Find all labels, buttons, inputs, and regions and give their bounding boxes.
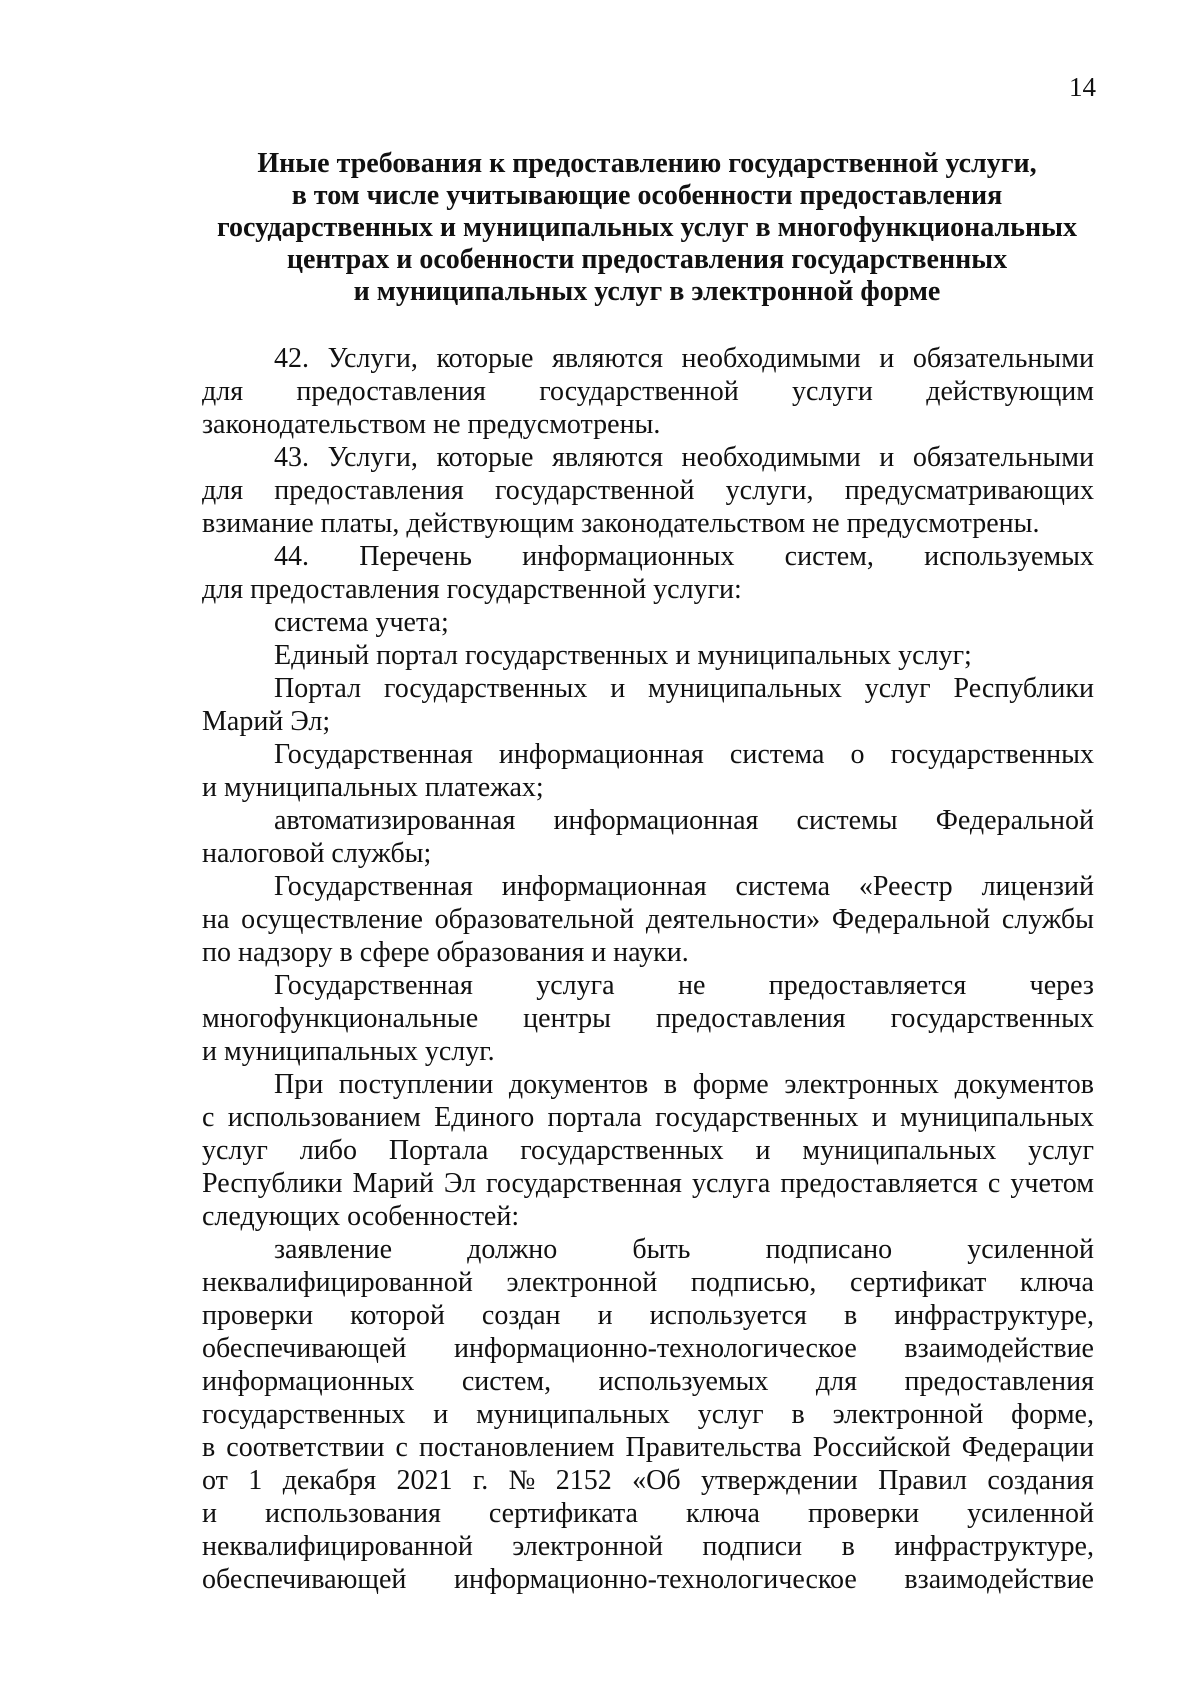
text-line	[202, 870, 1094, 903]
word: Марий	[352, 1168, 434, 1199]
word: декабря	[282, 1465, 377, 1496]
word: государственной	[494, 475, 695, 506]
text-line	[202, 507, 1094, 540]
word: государственной	[539, 376, 739, 407]
word: Эл	[443, 1168, 476, 1199]
word: службы	[1001, 904, 1094, 935]
word: и	[202, 1498, 217, 1529]
word: Единого	[434, 1102, 535, 1133]
text-line	[202, 573, 1094, 606]
word: автоматизированная	[274, 805, 516, 836]
word: быть	[632, 1234, 691, 1265]
word: государственных	[890, 739, 1094, 770]
word: Государственная	[274, 871, 473, 902]
word: на	[202, 904, 230, 935]
word: подписано	[765, 1234, 893, 1265]
word: услуга	[536, 970, 615, 1001]
word: инфраструктуре,	[894, 1531, 1094, 1562]
text-line	[202, 1398, 1094, 1431]
word: используется	[649, 1300, 807, 1331]
word: обеспечивающей	[202, 1333, 407, 1364]
word: 2152	[555, 1465, 612, 1496]
text-line	[202, 705, 1094, 738]
text-line	[202, 903, 1094, 936]
word: При	[274, 1069, 324, 1100]
text-line	[202, 738, 1094, 771]
word: должно	[467, 1234, 558, 1265]
word: государственная	[486, 1168, 682, 1199]
word: система	[735, 871, 830, 902]
word: использованием	[227, 1102, 421, 1133]
text-line	[202, 1068, 1094, 1101]
word: государственных	[202, 1399, 406, 1430]
word: и	[871, 1102, 887, 1133]
word: с	[987, 1168, 1001, 1199]
word: Республики	[953, 673, 1094, 704]
text-line	[202, 1200, 1094, 1233]
word: №	[508, 1465, 536, 1496]
word: ключа	[686, 1498, 760, 1529]
text-line-content: и муниципальных платежах;	[202, 772, 544, 803]
text-line	[202, 639, 1094, 672]
text-line	[202, 936, 1094, 969]
text-line	[202, 1464, 1094, 1497]
word: инфраструктуре,	[894, 1300, 1094, 1331]
text-line	[202, 1101, 1094, 1134]
word: информационная	[498, 739, 704, 770]
word: государственных	[383, 673, 588, 704]
word: Федеральной	[831, 904, 991, 935]
word: и	[879, 442, 895, 473]
text-line	[202, 1035, 1094, 1068]
word: и	[610, 673, 626, 704]
word: муниципальных	[802, 1135, 997, 1166]
word: неквалифицированной	[202, 1531, 473, 1562]
word: система	[729, 739, 825, 770]
word: являются	[551, 442, 663, 473]
word: системы	[796, 805, 898, 836]
word: необходимыми	[681, 343, 861, 374]
word: 44.	[274, 541, 309, 572]
word: Правительства	[625, 1432, 802, 1463]
word: деятельности»	[645, 904, 821, 935]
text-line	[202, 1431, 1094, 1464]
word: обязательными	[912, 343, 1094, 374]
word: в	[841, 1531, 855, 1562]
word: с	[202, 1102, 215, 1133]
text-line	[202, 342, 1094, 375]
word: сертификата	[488, 1498, 638, 1529]
word: заявление	[274, 1234, 393, 1265]
word: предусматривающих	[844, 475, 1094, 506]
word: использования	[265, 1498, 441, 1529]
word: услуг	[202, 1135, 268, 1166]
word: информационных	[522, 541, 735, 572]
word: услуга	[692, 1168, 771, 1199]
word: усиленной	[967, 1234, 1094, 1265]
word: взаимодействие	[904, 1333, 1094, 1364]
word: форме,	[1011, 1399, 1094, 1430]
word: услуги,	[725, 475, 814, 506]
word: государственных	[890, 1003, 1094, 1034]
word: учетом	[1010, 1168, 1094, 1199]
word: государственных	[655, 1102, 859, 1133]
word: «Реестр	[858, 871, 953, 902]
word: услуг	[1028, 1135, 1094, 1166]
word: в	[843, 1300, 858, 1331]
word: не	[677, 970, 706, 1001]
page-number: 14	[1069, 72, 1096, 102]
word: портала	[547, 1102, 642, 1133]
word: электронных	[784, 1069, 939, 1100]
word: постановлением	[418, 1432, 615, 1463]
text-line	[202, 1497, 1094, 1530]
word: Услуги,	[327, 442, 418, 473]
word: «Об	[632, 1465, 681, 1496]
word: необходимыми	[681, 442, 861, 473]
word: через	[1029, 970, 1094, 1001]
body-text	[202, 342, 1094, 1596]
heading-line: в том числе учитывающие особенности предоставления	[291, 180, 1003, 211]
word: образовательной	[434, 904, 635, 935]
word: государственных	[520, 1135, 724, 1166]
word: предоставляется	[780, 1168, 978, 1199]
heading-line: государственных и муниципальных услуг в многофункциональных	[217, 212, 1077, 243]
word: осуществление	[241, 904, 423, 935]
word: предоставления	[296, 376, 486, 407]
text-line	[202, 375, 1094, 408]
word: информационных	[202, 1366, 415, 1397]
word: систем,	[784, 541, 874, 572]
word: информационно-технологическое	[453, 1564, 857, 1595]
text-line-content: Единый портал государственных и муниципальных услуг;	[274, 640, 972, 671]
text-line-content: следующих особенностей:	[202, 1201, 520, 1232]
word: Федерации	[961, 1432, 1094, 1463]
word: подписи	[702, 1531, 803, 1562]
heading-line: и муниципальных услуг в электронной форме	[353, 276, 941, 307]
word: 42.	[274, 343, 309, 374]
word: либо	[299, 1135, 357, 1166]
word: действующим	[926, 376, 1094, 407]
word: Федеральной	[935, 805, 1094, 836]
word: Правил	[878, 1465, 967, 1496]
word: в	[663, 1069, 678, 1100]
word: услуг	[697, 1399, 764, 1430]
word: электронной	[512, 1531, 663, 1562]
text-line	[202, 672, 1094, 705]
text-line	[202, 408, 1094, 441]
word: многофункциональные	[202, 1003, 479, 1034]
text-line-content: по надзору в сфере образования и науки.	[202, 937, 689, 968]
word: проверки	[202, 1300, 314, 1331]
word: взаимодействие	[904, 1564, 1094, 1595]
word: форме	[692, 1069, 769, 1100]
word: электронной	[506, 1267, 658, 1298]
word: сертификат	[850, 1267, 987, 1298]
word: предоставления	[656, 1003, 846, 1034]
word: и	[755, 1135, 771, 1166]
word: систем,	[461, 1366, 552, 1397]
text-line-content: Марий Эл;	[202, 706, 331, 737]
word: в	[202, 1432, 216, 1463]
word: документов	[508, 1069, 649, 1100]
word: обязательными	[912, 442, 1094, 473]
word: в	[791, 1399, 805, 1430]
text-line	[202, 1167, 1094, 1200]
heading-line: Иные требования к предоставлению государственной услуги,	[257, 148, 1037, 179]
word: которой	[350, 1300, 445, 1331]
word: Услуги,	[327, 343, 418, 374]
text-line	[202, 1365, 1094, 1398]
word: услуги	[792, 376, 873, 407]
word: информационная	[501, 871, 707, 902]
word: которые	[436, 442, 534, 473]
word: создания	[987, 1465, 1094, 1496]
word: предоставляется	[768, 970, 967, 1001]
word: Перечень	[359, 541, 472, 572]
text-line	[202, 1134, 1094, 1167]
word: используемых	[598, 1366, 769, 1397]
text-line-content: для предоставления государственной услуги:	[202, 574, 742, 605]
word: для	[202, 376, 244, 407]
word: Российской	[812, 1432, 951, 1463]
word: используемых	[924, 541, 1094, 572]
word: обеспечивающей	[202, 1564, 407, 1595]
word: электронной	[832, 1399, 984, 1430]
word: от	[202, 1465, 228, 1496]
heading-line: центрах и особенности предоставления государственных	[286, 244, 1008, 275]
text-line	[202, 771, 1094, 804]
text-line	[202, 804, 1094, 837]
text-line-content: законодательством не предусмотрены.	[202, 409, 661, 440]
word: муниципальных	[476, 1399, 670, 1430]
word: предоставления	[274, 475, 464, 506]
text-line	[202, 606, 1094, 639]
word: и	[597, 1300, 613, 1331]
word: г.	[472, 1465, 489, 1496]
text-line-content: и муниципальных услуг.	[202, 1036, 495, 1067]
word: 2021	[396, 1465, 453, 1496]
word: информационно-технологическое	[453, 1333, 857, 1364]
word: создан	[481, 1300, 561, 1331]
word: Портал	[274, 673, 362, 704]
text-line	[202, 1002, 1094, 1035]
text-line	[202, 1299, 1094, 1332]
word: усиленной	[967, 1498, 1094, 1529]
word: услуг	[864, 673, 931, 704]
text-line-content: взимание платы, действующим законодательством не предусмотрены.	[202, 508, 1040, 539]
word: соответствии	[226, 1432, 385, 1463]
text-line	[202, 1563, 1094, 1596]
word: и	[433, 1399, 449, 1430]
word: с	[395, 1432, 408, 1463]
word: центры	[523, 1003, 611, 1034]
section-heading	[120, 148, 1174, 308]
text-line	[202, 1332, 1094, 1365]
text-line	[202, 540, 1094, 573]
text-line	[202, 837, 1094, 870]
word: и	[879, 343, 895, 374]
word: Портала	[388, 1135, 489, 1166]
word: для	[202, 475, 244, 506]
word: утверждении	[701, 1465, 858, 1496]
text-line	[202, 474, 1094, 507]
word: поступлении	[338, 1069, 494, 1100]
text-line	[202, 1233, 1094, 1266]
text-line	[202, 441, 1094, 474]
text-line	[202, 969, 1094, 1002]
word: Государственная	[274, 739, 473, 770]
word: Государственная	[274, 970, 473, 1001]
word: для	[815, 1366, 857, 1397]
word: являются	[551, 343, 663, 374]
text-line	[202, 1266, 1094, 1299]
word: информационная	[553, 805, 759, 836]
word: предоставления	[904, 1366, 1094, 1397]
word: 1	[248, 1465, 263, 1496]
word: подписью,	[690, 1267, 817, 1298]
word: документов	[954, 1069, 1094, 1100]
word: лицензий	[981, 871, 1094, 902]
text-line-content: система учета;	[274, 607, 449, 638]
word: неквалифицированной	[202, 1267, 473, 1298]
word: муниципальных	[648, 673, 842, 704]
word: муниципальных	[900, 1102, 1094, 1133]
word: которые	[436, 343, 534, 374]
word: 43.	[274, 442, 309, 473]
word: проверки	[808, 1498, 920, 1529]
word: о	[850, 739, 865, 770]
word: ключа	[1020, 1267, 1094, 1298]
text-line	[202, 1530, 1094, 1563]
word: Республики	[202, 1168, 343, 1199]
text-line-content: налоговой службы;	[202, 838, 432, 869]
